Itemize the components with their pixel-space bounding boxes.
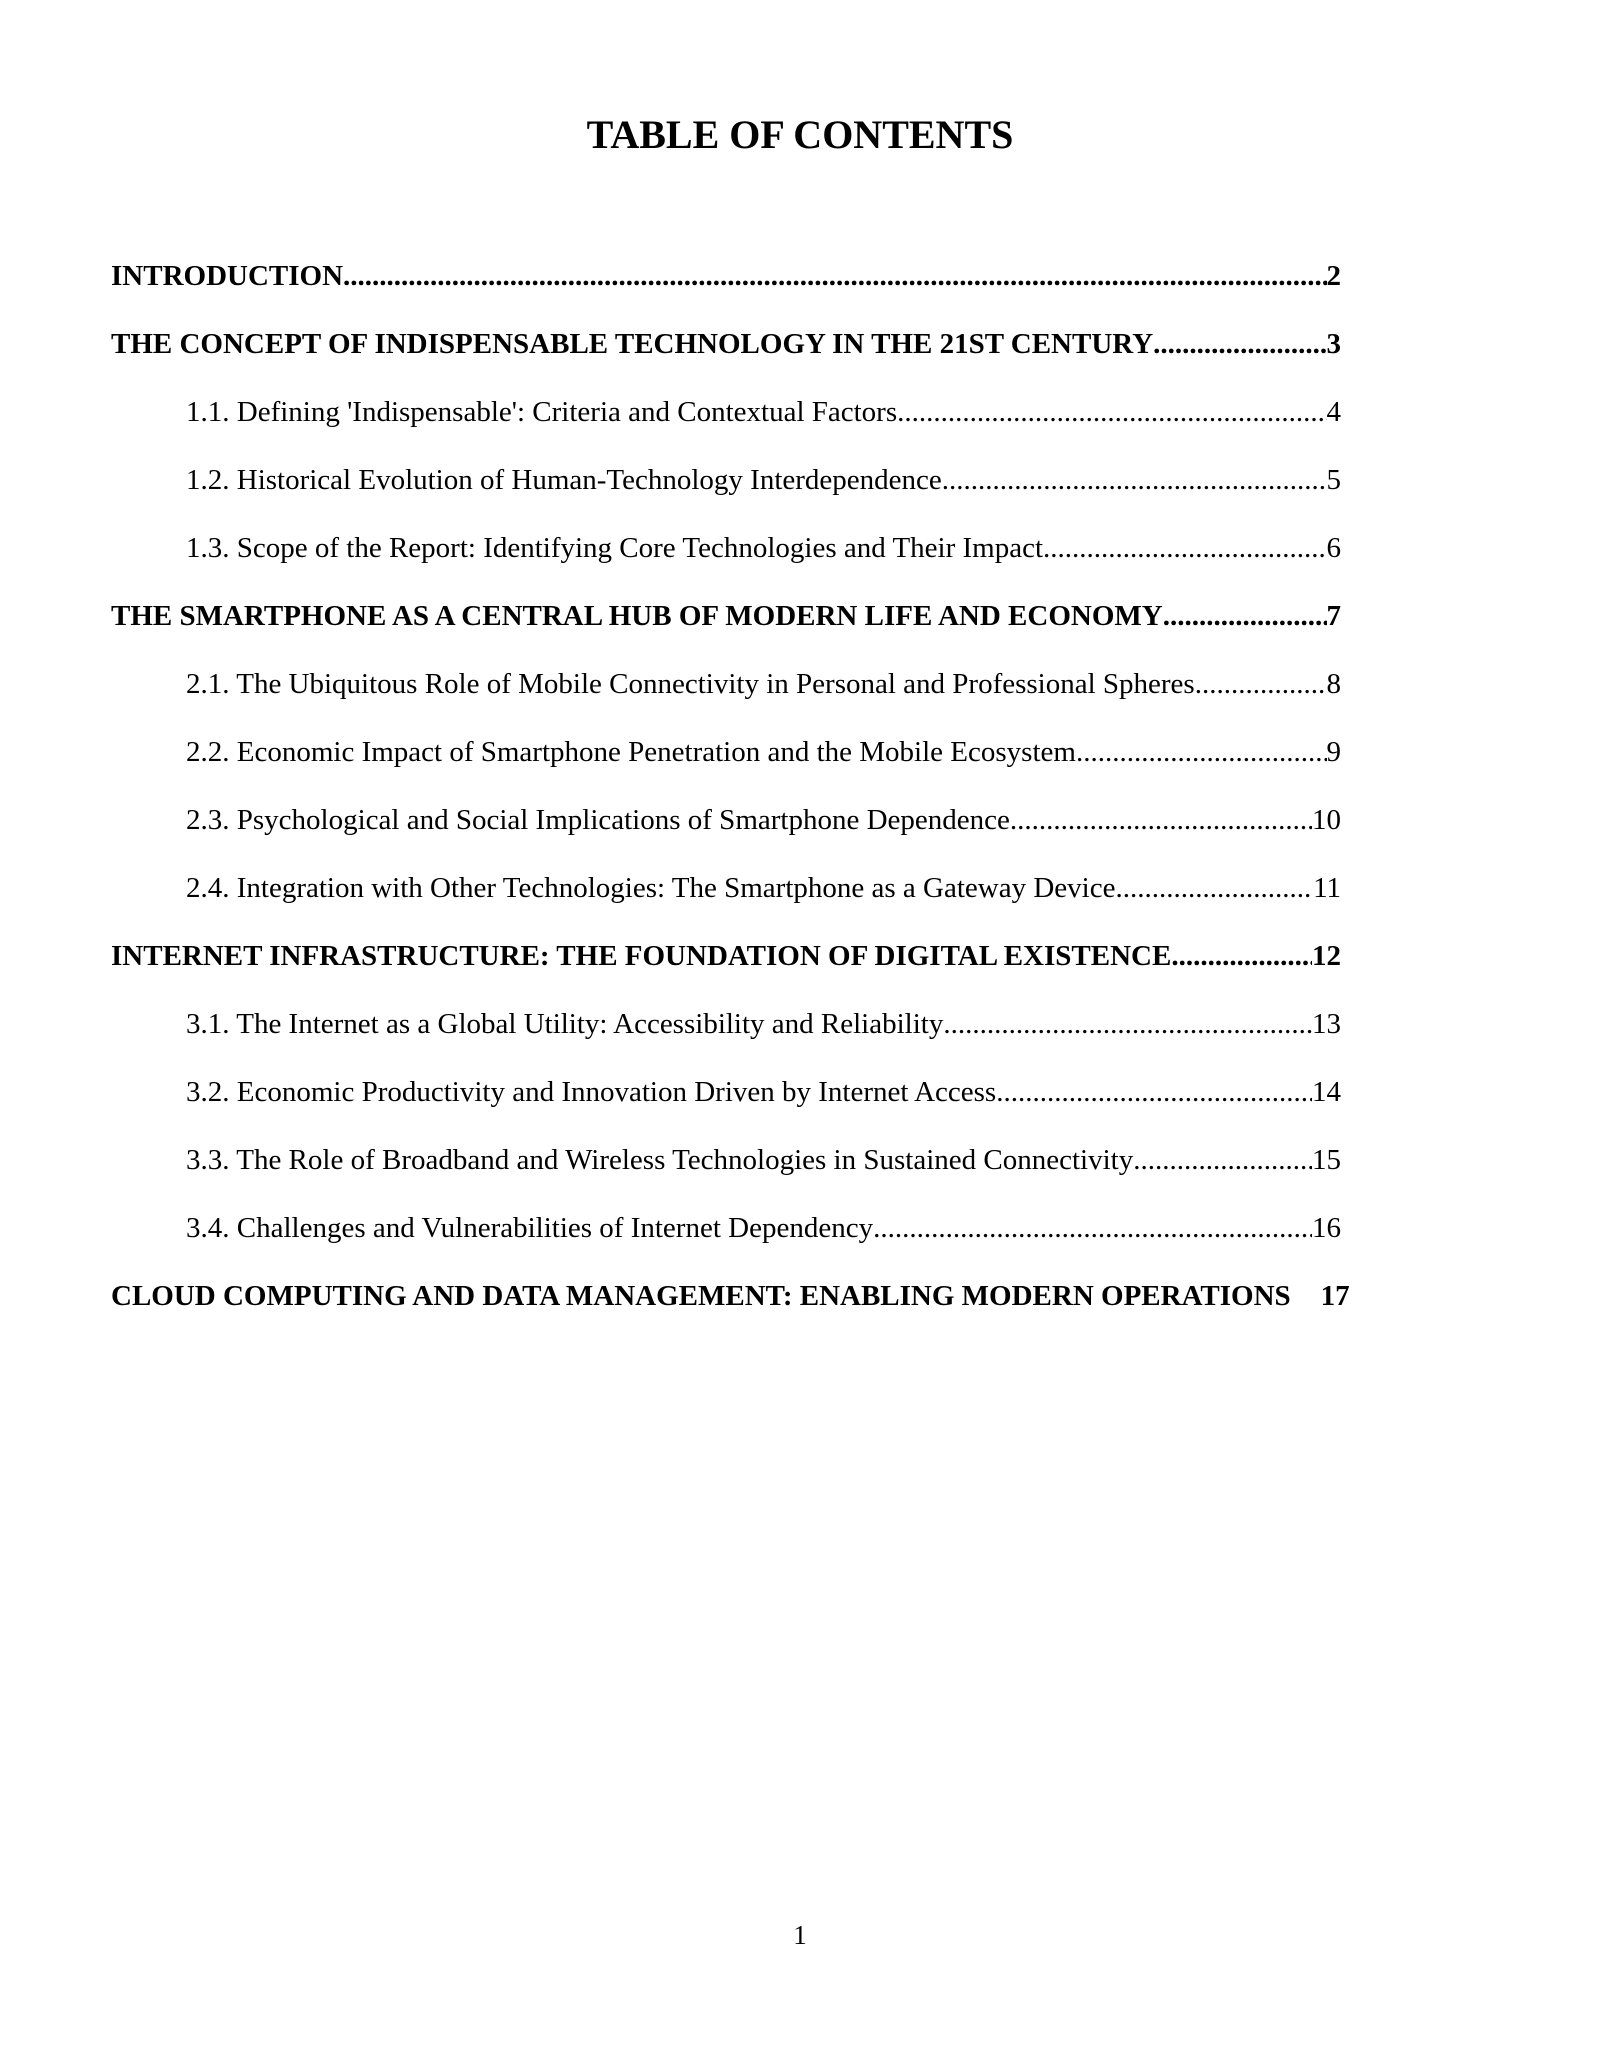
toc-entry-label: 1.1. Defining 'Indispensable': Criteria and Contextual Factors [186,396,898,428]
toc-entry-3-2[interactable] [111,1068,1341,1136]
dot-leader [897,388,1326,436]
dot-leader [943,1000,1312,1048]
toc-entry-page: 3 [1326,328,1341,360]
toc-entry-page: 17 [1320,1280,1350,1312]
toc-entry-page: 16 [1312,1212,1341,1244]
toc-entry-page: 10 [1312,804,1341,836]
toc-entry-page: 11 [1313,872,1341,904]
toc-entry-3-1[interactable] [111,1000,1341,1068]
toc-entry-2-4[interactable] [111,864,1341,932]
dot-leader [1076,728,1327,776]
toc-entry-label: 3.3. The Role of Broadband and Wireless Technologies in Sustained Connectivity [186,1144,1134,1176]
toc-entry-label: 1.2. Historical Evolution of Human-Technology Interdependence [186,464,942,496]
toc-entry-concept[interactable] [111,320,1341,388]
toc-list [111,252,1350,1340]
toc-entry-label: 3.2. Economic Productivity and Innovation Driven by Internet Access [186,1076,997,1108]
toc-entry-page: 5 [1326,464,1341,496]
toc-entry-label: 3.4. Challenges and Vulnerabilities of Internet Dependency [186,1212,874,1244]
dot-leader [1163,592,1327,640]
toc-entry-page: 8 [1326,668,1341,700]
toc-entry-1-2[interactable] [111,456,1341,524]
toc-entry-label: 3.1. The Internet as a Global Utility: Accessibility and Reliability [186,1008,944,1040]
toc-entry-3-4[interactable] [111,1204,1341,1272]
toc-entry-label: 2.1. The Ubiquitous Role of Mobile Connectivity in Personal and Professional Spheres [186,668,1195,700]
toc-entry-page: 13 [1312,1008,1341,1040]
dot-leader [343,252,1326,300]
dot-leader [942,456,1327,504]
dot-leader [996,1068,1312,1116]
toc-entry-label: 2.2. Economic Impact of Smartphone Penetration and the Mobile Ecosystem [186,736,1076,768]
page-number: 1 [793,1920,807,1950]
dot-leader [873,1204,1312,1252]
toc-entry-label: THE SMARTPHONE AS A CENTRAL HUB OF MODERN LIFE AND ECONOMY [111,600,1163,632]
toc-entry-page: 7 [1326,600,1341,632]
toc-entry-page: 4 [1326,396,1341,428]
toc-entry-page: 15 [1312,1144,1341,1176]
toc-entry-label: INTRODUCTION [111,260,344,292]
toc-entry-label: INTERNET INFRASTRUCTURE: THE FOUNDATION OF DIGITAL EXISTENCE [111,940,1172,972]
dot-leader [1171,932,1312,980]
dot-leader [1010,796,1312,844]
toc-entry-internet[interactable] [111,932,1341,1000]
toc-entry-introduction[interactable] [111,252,1341,320]
page-title: TABLE OF CONTENTS [586,112,1014,157]
toc-entry-2-3[interactable] [111,796,1341,864]
toc-entry-smartphone[interactable] [111,592,1341,660]
toc-entry-page: 14 [1312,1076,1341,1108]
toc-entry-page: 6 [1326,532,1341,564]
toc-entry-label: 2.3. Psychological and Social Implications of Smartphone Dependence [186,804,1010,836]
dot-leader [1153,320,1326,368]
toc-entry-page: 12 [1312,940,1341,972]
toc-entry-2-2[interactable] [111,728,1341,796]
toc-entry-label: 1.3. Scope of the Report: Identifying Core Technologies and Their Impact [186,532,1044,564]
toc-entry-3-3[interactable] [111,1136,1341,1204]
dot-leader [1133,1136,1312,1184]
dot-leader [1115,864,1313,912]
toc-entry-1-1[interactable] [111,388,1341,456]
toc-entry-label: CLOUD COMPUTING AND DATA MANAGEMENT: ENABLING MODERN OPERATIONS [111,1280,1291,1312]
toc-entry-page: 2 [1326,260,1341,292]
toc-entry-page: 9 [1326,736,1341,768]
toc-entry-label: 2.4. Integration with Other Technologies: The Smartphone as a Gateway Device [186,872,1116,904]
dot-leader [1043,524,1326,572]
dot-leader [1195,660,1327,708]
toc-entry-label: THE CONCEPT OF INDISPENSABLE TECHNOLOGY IN THE 21ST CENTURY [111,328,1154,360]
toc-entry-cloud[interactable] [111,1272,1350,1340]
toc-entry-2-1[interactable] [111,660,1341,728]
toc-entry-1-3[interactable] [111,524,1341,592]
